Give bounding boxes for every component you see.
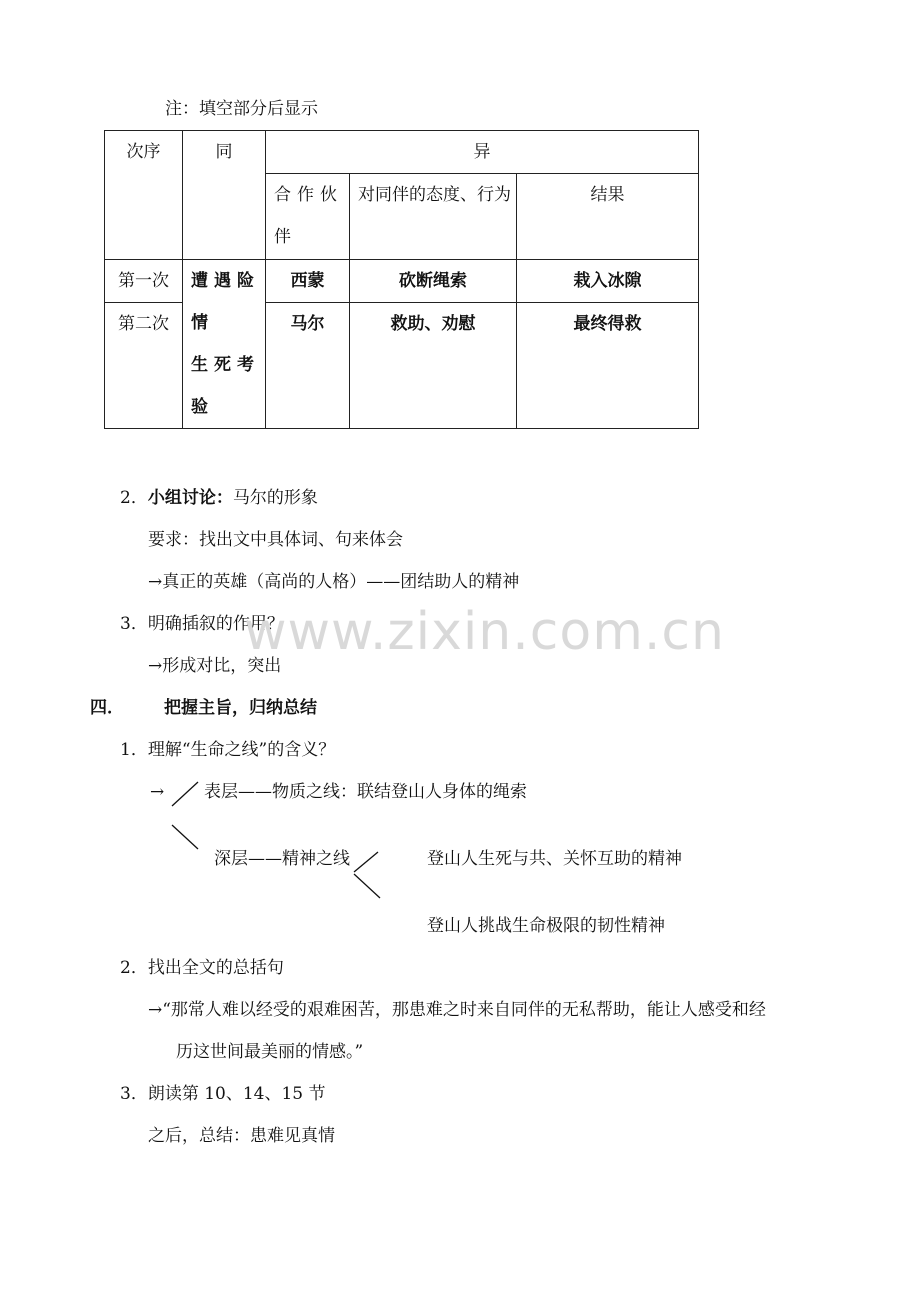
watermark: www.zixin.com.cn: [244, 602, 725, 662]
item2-num: 2．: [120, 488, 148, 508]
header-result: 结果: [517, 174, 699, 260]
row2-attitude: 救助、劝慰: [350, 303, 517, 429]
deep-meaning-a: 登山人生死与共、关怀互助的精神: [427, 849, 682, 869]
s4-item3: 3．朗读第 10、14、15 节: [120, 1084, 326, 1104]
s4-item3-answer: 之后，总结：患难见真情: [148, 1126, 335, 1146]
item3-answer: →形成对比，突出: [148, 656, 282, 676]
s4-item2-answer-line2: 历这世间最美丽的情感。”: [176, 1042, 364, 1062]
item2-answer: →真正的英雄（高尚的人格）——团结助人的精神: [148, 572, 520, 592]
item2-requirement: 要求：找出文中具体词、句来体会: [148, 530, 403, 550]
deep-meaning: 深层——精神之线: [214, 849, 350, 869]
item3-question: 3．明确插叙的作用？: [120, 614, 284, 634]
header-partner: 合作伙伴: [266, 174, 350, 260]
s4-item2-answer-line1: →“那常人难以经受的艰难困苦，那患难之时来自同伴的无私帮助，能让人感受和经: [148, 1000, 766, 1020]
row2-partner: 马尔: [266, 303, 350, 429]
header-order: 次序: [105, 131, 183, 260]
row2-result: 最终得救: [517, 303, 699, 429]
header-attitude: 对同伴的态度、行为: [350, 174, 517, 260]
section4-num: 四．: [90, 698, 124, 718]
row2-order: 第二次: [105, 303, 183, 429]
s4-item2: 2．找出全文的总括句: [120, 958, 284, 978]
note-text: 注：填空部分后显示: [165, 99, 318, 119]
item2-bold: 小组讨论：: [147, 488, 233, 508]
arrow-icon: →: [150, 782, 165, 802]
surface-meaning: 表层——物质之线：联结登山人身体的绳索: [204, 782, 527, 802]
s4-item1: 1．理解“生命之线”的含义？: [120, 740, 336, 760]
header-same: 同: [183, 131, 266, 260]
deep-meaning-b: 登山人挑战生命极限的韧性精神: [427, 916, 665, 936]
header-diff: 异: [266, 131, 699, 174]
row1-result: 栽入冰隙: [517, 260, 699, 303]
row1-order: 第一次: [105, 260, 183, 303]
item2-text: 马尔的形象: [232, 488, 318, 508]
section4-title: 把握主旨，归纳总结: [164, 698, 317, 718]
row1-attitude: 砍断绳索: [350, 260, 517, 303]
row1-partner: 西蒙: [266, 260, 350, 303]
same-cell: 遭遇险情 生死考验: [183, 260, 266, 429]
